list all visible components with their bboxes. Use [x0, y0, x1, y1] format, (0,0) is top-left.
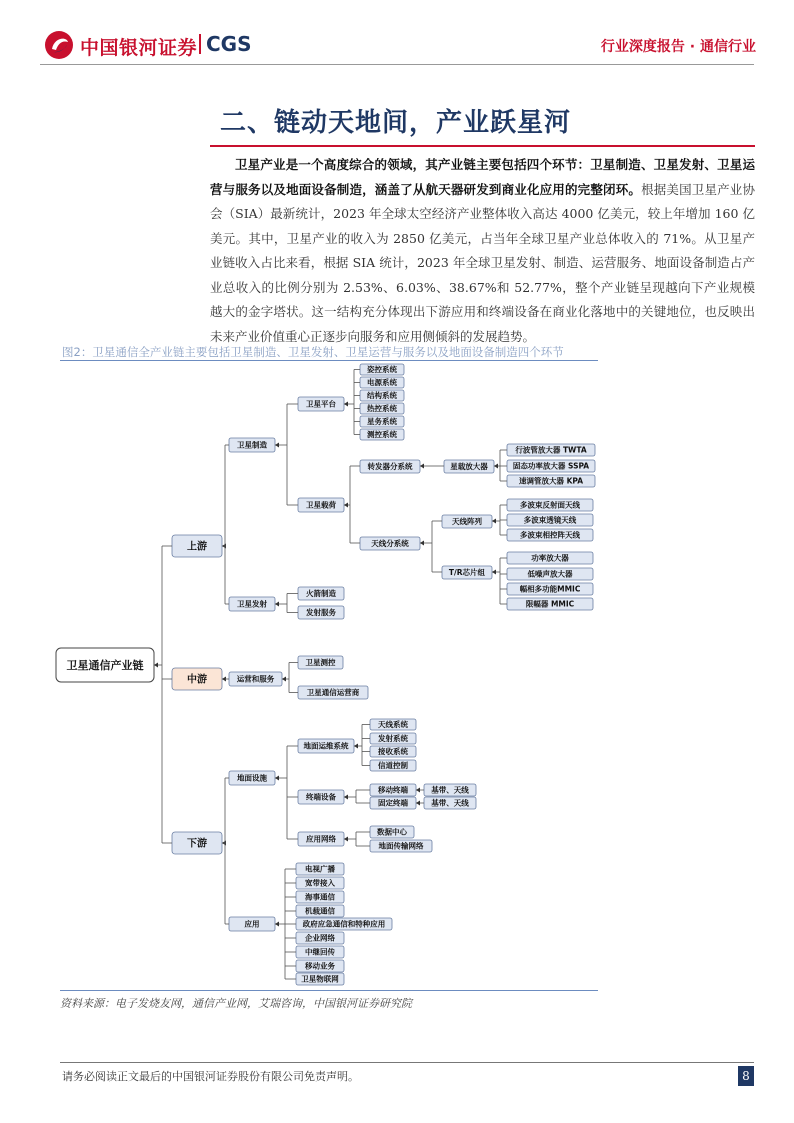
platform-item: [360, 364, 404, 375]
ground-ops-system: [298, 739, 354, 753]
fixed-terminal: [370, 797, 416, 809]
ground-ops-item-label: 天线系统: [378, 720, 408, 730]
ground-ops-item: [370, 733, 416, 744]
connector-arrow: [344, 837, 348, 842]
ground-ops-item: [370, 746, 416, 757]
amplifier-item-label: 固态功率放大器 SSPA: [512, 461, 590, 471]
logo-divider: [199, 34, 201, 54]
chipset-item-label: 幅相多功能MMIC: [519, 584, 581, 594]
baseband-antenna-fixed-label: 基带、天线: [431, 798, 469, 808]
figure-top-rule: [60, 360, 598, 361]
ops-item-label: 卫星通信运营商: [306, 688, 360, 698]
ops-item: [298, 686, 368, 699]
connector-arrow: [492, 570, 496, 575]
antenna-subsystem: [360, 537, 420, 550]
tier-midstream: [172, 668, 222, 690]
connector-arrow: [492, 519, 496, 524]
launch-item: [298, 606, 344, 619]
ops-item: [298, 656, 343, 669]
paragraph-body: 根据美国卫星产业协会（SIA）最新统计，2023 年全球太空经济产业整体收入高达 4000 亿美元，较上年增加 160 亿美元。其中，卫星产业的收入为 2850 亿美元，占当年全球卫星产业总体收入的 71%。从卫星产业链收入占比来看，根据 SIA 统计，2023 年全球卫星发射、制造、运营服务、地面设备制造占产业总收入的比例分别为 2.53%、6.03%、38.67%和 52.77%，整个产业链呈现越向下产业规模越大的金字塔状。这一结构充分体现出下游应用和终端设备在商业化落地中的关键地位，也反映出未来产业价值重心正逐步向服务和应用侧倾斜的发展趋势。: [210, 181, 755, 344]
page-number: 8: [738, 1066, 754, 1086]
application-item-label: 电视广播: [305, 864, 335, 874]
connector-arrow: [275, 776, 279, 781]
tier-downstream: [172, 832, 222, 854]
platform-item: [360, 416, 404, 427]
transponder-subsystem: [360, 460, 420, 473]
application-item-label: 政府应急通信和特种应用: [302, 919, 386, 929]
ground-ops-system-label: 地面运维系统: [303, 741, 349, 751]
figure-source: 资料来源：电子发烧友网，通信产业网，艾瑞咨询，中国银河证券研究院: [60, 997, 412, 1010]
application-item: [296, 918, 392, 930]
baseband-antenna-mobile: [424, 784, 476, 796]
connector-arrow: [420, 464, 424, 469]
platform-item: [360, 390, 404, 401]
application-network: [298, 832, 344, 846]
application-item: [296, 863, 344, 875]
tr-chipset-label: T/R芯片组: [448, 568, 486, 578]
tier-midstream-label: 中游: [187, 674, 207, 686]
sat-manufacturing: [229, 438, 275, 452]
amplifier-item-label: 行波管放大器 TWTA: [515, 445, 587, 455]
onboard-amplifier-label: 星载放大器: [450, 462, 488, 472]
section-title: 二、链动天地间，产业跃星河: [220, 108, 572, 138]
app-network-item-label: 地面传输网络: [378, 841, 424, 851]
application-item-label: 宽带接入: [305, 878, 335, 888]
footer-divider: [60, 1062, 754, 1063]
connector-arrow: [494, 464, 498, 469]
application-network-label: 应用网络: [306, 834, 336, 844]
sat-payload-label: 卫星载荷: [306, 500, 336, 510]
application-item: [296, 932, 344, 944]
launch-item-label: 发射服务: [306, 608, 336, 618]
sat-platform-label: 卫星平台: [306, 399, 336, 409]
app-network-item: [370, 826, 414, 838]
transponder-subsystem-label: 转发器分系统: [367, 462, 413, 472]
amplifier-item: [507, 460, 595, 472]
logo-english-name: CGS: [206, 32, 252, 56]
application-item-label: 机载通信: [305, 906, 335, 916]
connector-arrow: [344, 503, 348, 508]
fixed-terminal-label: 固定终端: [378, 798, 408, 808]
amplifier-item-label: 速调管放大器 KPA: [518, 476, 584, 486]
antenna-array-item: [507, 514, 593, 526]
mobile-terminal: [370, 784, 416, 796]
application-item: [296, 877, 344, 889]
tier-upstream-label: 上游: [187, 541, 207, 553]
connector-arrow: [354, 744, 358, 749]
footer-disclaimer: 请务必阅读正文最后的中国银河证券股份有限公司免责声明。: [62, 1070, 359, 1083]
operations-services: [229, 672, 282, 686]
root-node-label: 卫星通信产业链: [66, 658, 144, 672]
chipset-item: [507, 568, 593, 580]
operations-services-label: 运营和服务: [236, 674, 275, 684]
antenna-array-item-label: 多波束相控阵天线: [520, 530, 580, 540]
industry-chain-diagram: [40, 362, 600, 988]
chipset-item-label: 功率放大器: [531, 553, 569, 563]
onboard-amplifier: [444, 460, 494, 473]
paragraph-bold-lead: 卫星产业是一个高度综合的领域，其产业链主要包括四个环节：卫星制造、卫星发射、卫星运营与服务以及地面设备制造，涵盖了从航天器研发到商业化应用的完整闭环。: [210, 157, 755, 197]
application-item: [296, 891, 344, 903]
chipset-item: [507, 583, 593, 595]
platform-item: [360, 429, 404, 440]
antenna-array-item: [507, 529, 593, 541]
antenna-array-item-label: 多波束透镜天线: [523, 515, 577, 525]
platform-item: [360, 403, 404, 414]
tier-upstream: [172, 535, 222, 557]
connector-arrow: [420, 541, 424, 546]
applications-label: 应用: [244, 919, 260, 929]
connector-arrow: [416, 788, 420, 793]
connector-arrow: [416, 801, 420, 806]
figure-bottom-rule: [60, 990, 598, 991]
application-item: [296, 905, 344, 917]
ground-ops-item-label: 发射系统: [378, 734, 408, 744]
application-item-label: 中继回传: [305, 947, 335, 957]
ops-item-label: 卫星测控: [305, 658, 336, 668]
chipset-item: [507, 598, 593, 610]
ground-ops-item-label: 信道控制: [378, 761, 408, 771]
baseband-antenna-mobile-label: 基带、天线: [431, 785, 469, 795]
connector-arrow: [275, 602, 279, 607]
platform-item-label: 热控系统: [367, 404, 397, 414]
sat-manufacturing-label: 卫星制造: [237, 440, 267, 450]
platform-item-label: 电源系统: [367, 378, 397, 388]
baseband-antenna-fixed: [424, 797, 476, 809]
amplifier-item: [507, 475, 595, 487]
connector-arrow: [275, 443, 279, 448]
terminal-equipment-label: 终端设备: [306, 792, 336, 802]
platform-item: [360, 377, 404, 388]
antenna-array-label: 天线阵列: [452, 517, 482, 527]
chipset-item-label: 低噪声放大器: [527, 569, 573, 579]
logo-chinese-name: 中国银河证券: [80, 37, 198, 59]
figure-caption: 图2：卫星通信全产业链主要包括卫星制造、卫星发射、卫星运营与服务以及地面设备制造四个环节: [62, 345, 564, 359]
application-item-label: 海事通信: [305, 892, 335, 902]
ground-ops-item: [370, 719, 416, 730]
connector-arrow: [275, 922, 279, 927]
antenna-subsystem-label: 天线分系统: [371, 539, 409, 549]
connector-arrow: [344, 795, 348, 800]
ground-ops-item: [370, 760, 416, 771]
root-node: [56, 648, 154, 682]
ground-ops-item-label: 接收系统: [378, 747, 408, 757]
sat-platform: [298, 397, 344, 411]
application-item: [296, 973, 344, 985]
ground-facilities: [229, 771, 275, 785]
company-logo-icon: [44, 30, 74, 60]
chipset-item-label: 限幅器 MMIC: [525, 599, 575, 609]
header-divider: [40, 64, 754, 65]
application-item-label: 移动业务: [305, 961, 335, 971]
application-item: [296, 946, 344, 958]
amplifier-item: [507, 444, 595, 456]
section-title-underline: [210, 145, 755, 147]
chipset-item: [507, 552, 593, 564]
antenna-array-item-label: 多波束反射面天线: [520, 500, 580, 510]
launch-item-label: 火箭制造: [306, 589, 336, 599]
antenna-array-item: [507, 499, 593, 511]
application-item-label: 企业网络: [305, 933, 335, 943]
launch-item: [298, 587, 344, 600]
sat-launch: [229, 597, 275, 611]
applications: [229, 917, 275, 931]
tier-downstream-label: 下游: [187, 838, 207, 850]
connector-arrow: [154, 663, 158, 668]
sat-payload: [298, 498, 344, 512]
sat-launch-label: 卫星发射: [237, 599, 267, 609]
application-item-label: 卫星物联网: [301, 974, 339, 984]
connector-arrow: [282, 677, 286, 682]
report-type-label: 行业深度报告 · 通信行业: [600, 39, 756, 55]
app-network-item: [370, 840, 432, 852]
app-network-item-label: 数据中心: [377, 827, 407, 837]
body-paragraph: [210, 153, 755, 349]
platform-item-label: 姿控系统: [367, 365, 397, 375]
terminal-equipment: [298, 790, 344, 804]
platform-item-label: 结构系统: [367, 391, 397, 401]
mobile-terminal-label: 移动终端: [378, 785, 408, 795]
antenna-array: [442, 515, 492, 528]
connector-arrow: [344, 402, 348, 407]
platform-item-label: 测控系统: [367, 430, 397, 440]
ground-facilities-label: 地面设施: [237, 773, 267, 783]
application-item: [296, 960, 344, 972]
tr-chipset: [442, 566, 492, 579]
platform-item-label: 星务系统: [367, 417, 397, 427]
